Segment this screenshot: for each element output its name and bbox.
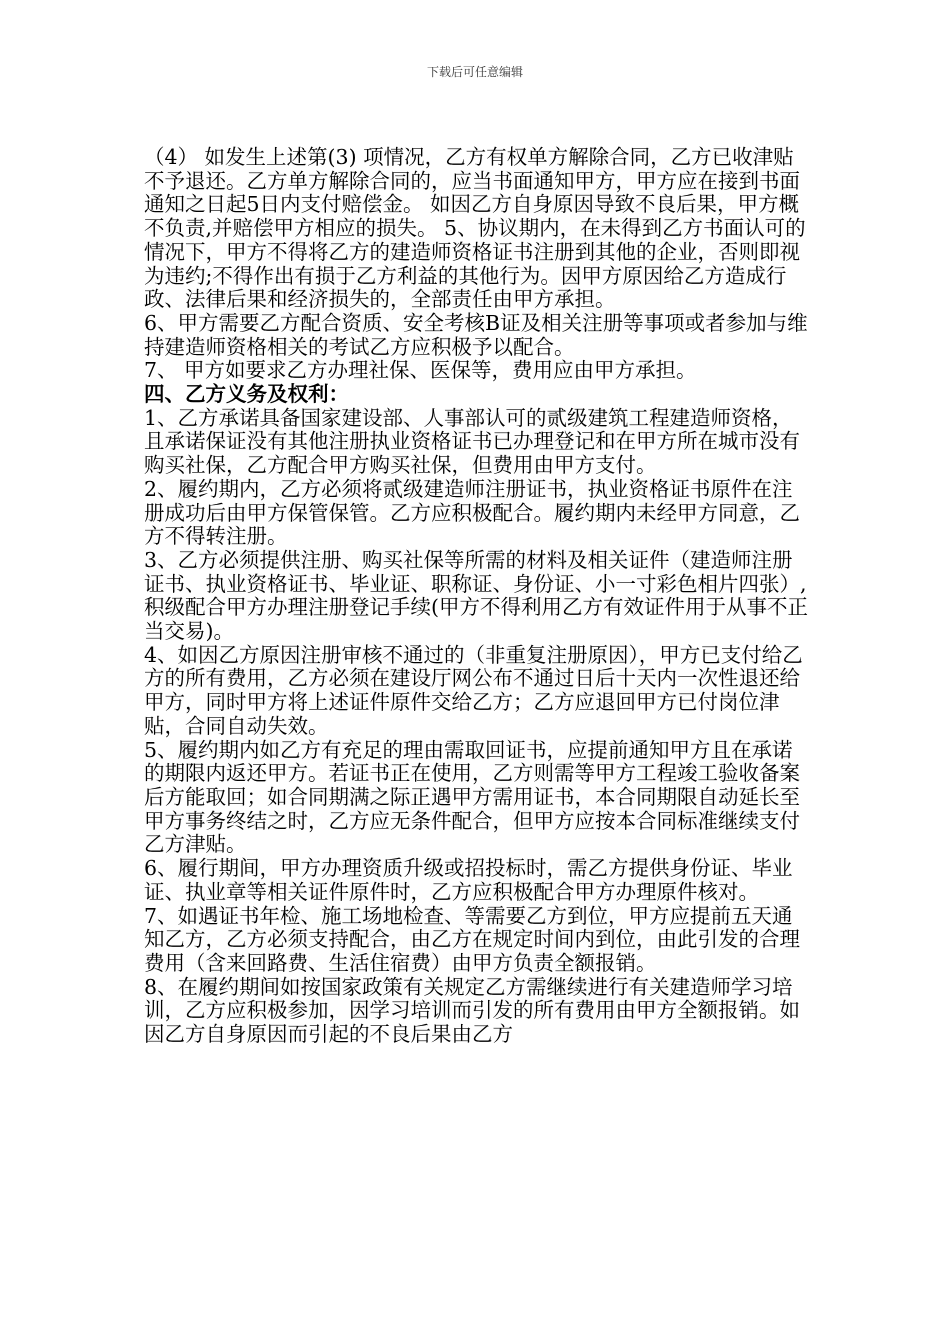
list-item: 3、乙方必须提供注册、购买社保等所需的材料及相关证件（建造师注册证书、执业资格证书、毕业证、职称证、身份证、小一寸彩色相片四张）,积级配合甲方办理注册登记手续(甲方不得利用乙方有效证件用于从事不正当交易)。 [144,547,808,644]
list-item: 2、履约期内，乙方必须将贰级建造师注册证书，执业资格证书原件在注册成功后由甲方保管保管。乙方应积极配合。履约期内未经甲方同意，乙方不得转注册。 [144,476,800,549]
page-header-note: 下载后可任意编辑 [426,65,523,79]
paragraph-clause-4-5: （4） 如发生上述第(3) 项情况，乙方有权单方解除合同，乙方已收津贴不予退还。乙方单方解除合同的，应当书面通知甲方，甲方应在接到书面通知之日起5日内支付赔偿金。 如因乙方自身原因导致不良后果，甲方概不负责,并赔偿甲方相应的损失。 5、协议期内，在未得到乙方书面认可的情况下，甲方不得将乙方的建造师资格证书注册到其他的企业，否则即视为违约;不得作出有损于乙方利益的其他行为。因甲方原因给乙方造成行政、法律后果和经济损失的，全部责任由甲方承担。 [144,145,806,312]
list-item: 8、在履约期间如按国家政策有关规定乙方需继续进行有关建造师学习培训，乙方应积极参加，因学习培训而引发的所有费用由甲方全额报销。如因乙方自身原因而引起的不良后果由乙方 [144,974,800,1047]
list-item: 5、履约期内如乙方有充足的理由需取回证书，应提前通知甲方且在承诺的期限内返还甲方。若证书正在使用，乙方则需等甲方工程竣工验收备案后方能取回；如合同期满之际正遇甲方需用证书，本合同期限自动延长至甲方事务终结之时，乙方应无条件配合，但甲方应按本合同标准继续支付乙方津贴。 [144,737,800,857]
list-item: 4、如因乙方原因注册审核不通过的（非重复注册原因），甲方已支付给乙方的所有费用，乙方必须在建设厅网公布不通过日后十天内一次性退还给甲方，同时甲方将上述证件原件交给乙方；乙方应退回甲方已付岗位津贴，合同自动失效。 [144,642,803,738]
paragraph-clause-7: 7、 甲方如要求乙方办理社保、医保等，费用应由甲方承担。 [144,358,697,383]
list-item: 6、履行期间，甲方办理资质升级或招投标时，需乙方提供身份证、毕业证、执业章等相关证件原件时，乙方应积极配合甲方办理原件核对。 [144,856,793,904]
paragraph-clause-6: 6、甲方需要乙方配合资质、安全考核B证及相关注册等事项或者参加与维持建造师资格相关的考试乙方应积极予以配合。 [144,310,808,359]
list-item: 1、乙方承诺具备国家建设部、人事部认可的贰级建筑工程建造师资格，且承诺保证没有其他注册执业资格证书已办理登记和在甲方所在城市没有购买社保，乙方配合甲方购买社保，但费用由甲方支付。 [144,405,800,478]
section-heading: 四、乙方义务及权利： [144,382,349,407]
document-body [144,146,812,1047]
list-item: 7、如遇证书年检、施工场地检查、等需要乙方到位，甲方应提前五天通知乙方，乙方必须支持配合，由乙方在规定时间内到位，由此引发的合理费用（含来回路费、生活住宿费）由甲方负责全额报销。 [144,903,800,975]
